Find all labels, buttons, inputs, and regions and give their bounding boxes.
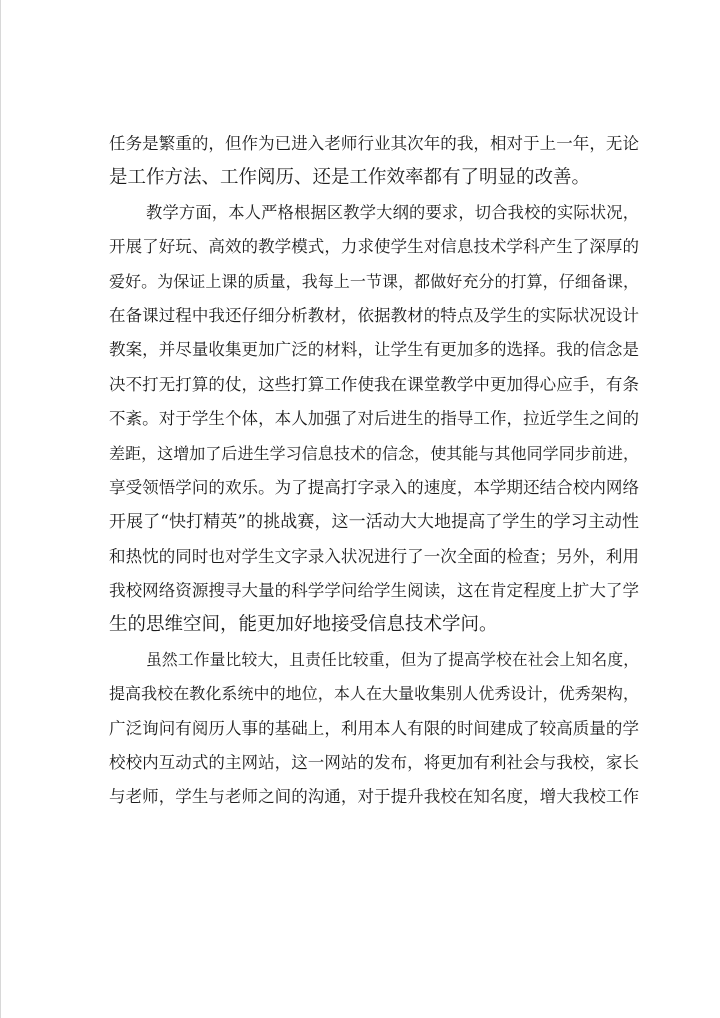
- text-line: 教案，并尽量收集更加广泛的材料，让学生有更加多的选择。我的信念是: [109, 340, 639, 360]
- text-line: 我校网络资源搜寻大量的科学学问给学生阅读，这在肯定程度上扩大了学: [109, 581, 639, 601]
- text-line: 教学方面，本人严格根据区教学大纲的要求，切合我校的实际状况，: [146, 202, 639, 222]
- text-line: 爱好。为保证上课的质量，我每上一节课，都做好充分的打算，仔细备课，: [109, 271, 639, 291]
- text-line: 开展了好玩、高效的教学模式，力求使学生对信息技术学科产生了深厚的: [109, 237, 639, 257]
- text-line: 生的思维空间，能更加好地接受信息技术学问。: [109, 614, 498, 636]
- text-line: 享受领悟学问的欢乐。为了提高打字录入的速度，本学期还结合校内网络: [109, 477, 639, 497]
- text-line: 提高我校在教化系统中的地位，本人在大量收集别人优秀设计，优秀架构，: [109, 684, 639, 704]
- text-line: 任务是繁重的，但作为已进入老师行业其次年的我，相对于上一年，无论: [109, 134, 639, 153]
- text-line: 决不打无打算的仗，这些打算工作使我在课堂教学中更加得心应手，有条: [109, 374, 639, 394]
- text-line: 广泛询问有阅历人事的基础上，利用本人有限的时间建成了较高质量的学: [109, 718, 639, 738]
- body-text: [109, 127, 639, 815]
- text-line: 在备课过程中我还仔细分析教材，依据教材的特点及学生的实际状况设计: [109, 305, 639, 325]
- text-line: 开展了“快打精英”的挑战赛，这一活动大大地提高了学生的学习主动性: [109, 512, 639, 533]
- text-line: 虽然工作量比较大，且责任比较重，但为了提高学校在社会上知名度，: [146, 649, 639, 669]
- text-line: 是工作方法、工作阅历、还是工作效率都有了明显的改善。: [109, 167, 591, 189]
- text-line: 与老师，学生与老师之间的沟通，对于提升我校在知名度，增大我校工作: [109, 787, 639, 807]
- text-line: 和热忱的同时也对学生文字录入状况进行了一次全面的检查；另外，利用: [109, 546, 639, 566]
- text-line: 不紊。对于学生个体，本人加强了对后进生的指导工作，拉近学生之间的: [109, 409, 639, 429]
- text-line: 校校内互动式的主网站，这一网站的发布，将更加有利社会与我校，家长: [109, 753, 639, 773]
- text-line: 差距，这增加了后进生学习信息技术的信念，使其能与其他同学同步前进，: [109, 443, 639, 463]
